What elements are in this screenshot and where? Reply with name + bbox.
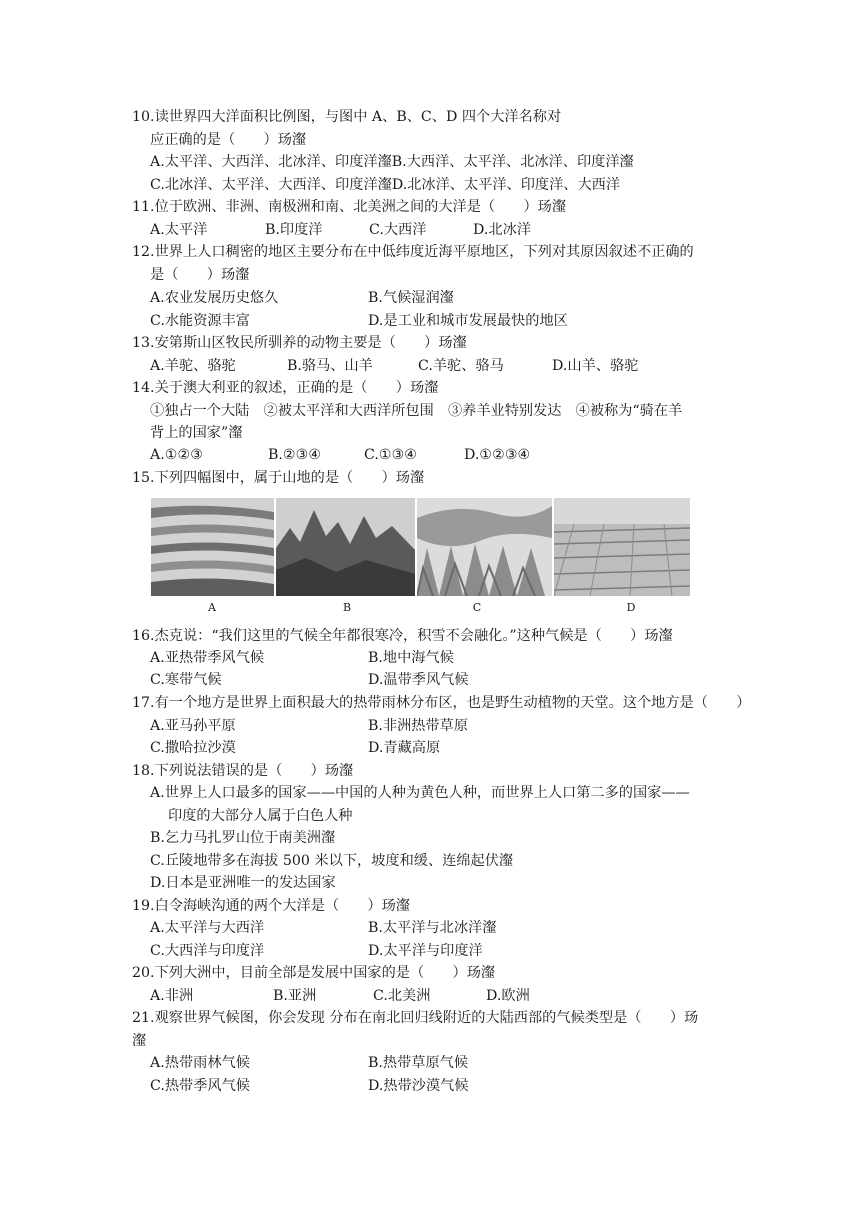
- question-17-option-b: B.非洲热带草原: [368, 718, 469, 734]
- question-16-option-b: B.地中海气候: [368, 650, 454, 666]
- question-19-option-c: C.大西洋与印度洋: [150, 943, 265, 959]
- photo-caption-d: D: [626, 601, 636, 614]
- question-12-stem: 12.世界上人口稠密的地区主要分布在中低纬度近海平原地区，下列对其原因叙述不正确的: [132, 244, 694, 260]
- question-21-option-b: B.热带草原气候: [368, 1055, 469, 1071]
- question-20-option-a: A.非洲: [150, 988, 194, 1004]
- question-20-option-d: D.欧洲: [486, 988, 530, 1004]
- question-10-options-ab: A.太平洋、大西洋、北冰洋、印度洋瀣B.大西洋、太平洋、北冰洋、印度洋瀣: [150, 154, 634, 170]
- question-19-option-b: B.太平洋与北冰洋瀣: [368, 920, 497, 936]
- question-20-stem: 20.下列大洲中，目前全部是发展中国家的是（ ）玚瀣: [132, 965, 496, 981]
- question-19-stem: 19.白令海峡沟通的两个大洋是（ ）玚瀣: [132, 898, 410, 914]
- question-18-stem: 18.下列说法错误的是（ ）玚瀣: [132, 763, 354, 779]
- question-11-option-b: B.印度洋: [265, 222, 323, 238]
- question-10-options-cd: C.北冰洋、太平洋、大西洋、印度洋瀣D.北冰洋、太平洋、印度洋、大西洋: [150, 177, 621, 193]
- question-11-option-d: D.北冰洋: [473, 222, 531, 238]
- question-16-option-a: A.亚热带季风气候: [150, 650, 265, 666]
- terraced-field-photo: [151, 498, 274, 596]
- question-17-stem: 17.有一个地方是世界上面积最大的热带雨林分布区，也是野生动植物的天堂。这个地方是（ ）: [132, 695, 751, 711]
- question-14-items-cont: 背上的国家”瀣: [150, 425, 243, 441]
- question-19-option-a: A.太平洋与大西洋: [150, 920, 265, 936]
- question-12-option-a: A.农业发展历史悠久: [150, 290, 279, 306]
- question-20-option-b: B.亚洲: [273, 988, 317, 1004]
- question-16-stem: 16.杰克说：“我们这里的气候全年都很寒冷，积雪不会融化。”这种气候是（ ）玚瀣: [132, 628, 673, 644]
- question-17-option-c: C.撒哈拉沙漠: [150, 740, 236, 756]
- question-21-option-c: C.热带季风气候: [150, 1078, 250, 1094]
- question-14-items: ①独占一个大陆 ②被太平洋和大西洋所包围 ③养羊业特别发达 ④被称为“骑在羊: [150, 403, 683, 419]
- question-12-option-d: D.是工业和城市发展最快的地区: [368, 313, 568, 329]
- question-13-stem: 13.安第斯山区牧民所驯养的动物主要是（ ）玚瀣: [132, 335, 467, 351]
- question-12-option-c: C.水能资源丰富: [150, 313, 250, 329]
- question-15-stem: 15.下列四幅图中，属于山地的是（ ）玚瀣: [132, 470, 425, 486]
- photo-caption-b: B: [342, 601, 352, 614]
- question-12-stem-cont: 是（ ）玚瀣: [150, 267, 250, 283]
- question-13-option-c: C.羊驼、骆马: [418, 358, 504, 374]
- question-14-option-d: D.①②③④: [464, 447, 531, 463]
- question-14-option-b: B.②③④: [268, 447, 322, 463]
- question-12-option-b: B.气候湿润瀣: [368, 290, 454, 306]
- question-18-option-b: B.乞力马扎罗山位于南美洲瀣: [150, 830, 336, 846]
- question-19-option-d: D.太平洋与印度洋: [368, 943, 483, 959]
- question-21-stem-cont: 瀣: [132, 1033, 147, 1049]
- question-10-stem: 10.读世界四大洋面积比例图，与图中 A、B、C、D 四个大洋名称对: [132, 109, 562, 125]
- photo-caption-a: A: [208, 601, 216, 614]
- question-18-option-a: A.世界上人口最多的国家——中国的人种为黄色人种，而世界上人口第二多的国家——: [150, 785, 690, 801]
- question-17-option-a: A.亚马孙平原: [150, 718, 236, 734]
- question-11-stem: 11.位于欧洲、非洲、南极洲和南、北美洲之间的大洋是（ ）玚瀣: [132, 199, 567, 215]
- question-18-option-d: D.日本是亚洲唯一的发达国家: [150, 875, 336, 891]
- question-13-option-b: B.骆马、山羊: [287, 358, 373, 374]
- question-10-stem-cont: 应正确的是（ ）玚瀣: [150, 132, 307, 148]
- question-20-option-c: C.北美洲: [373, 988, 431, 1004]
- question-14-option-a: A.①②③: [150, 447, 203, 463]
- question-11-option-a: A.太平洋: [150, 222, 208, 238]
- question-13-option-a: A.羊驼、骆驼: [150, 358, 236, 374]
- question-21-option-d: D.热带沙漠气候: [368, 1078, 469, 1094]
- question-16-option-c: C.寒带气候: [150, 672, 222, 688]
- question-18-option-c: C.丘陵地带多在海拔 500 米以下，坡度和缓、连绵起伏瀣: [150, 853, 514, 869]
- question-17-option-d: D.青藏高原: [368, 740, 441, 756]
- question-18-option-a-cont: 印度的大部分人属于白色人种: [168, 808, 353, 824]
- question-13-option-d: D.山羊、骆驼: [552, 358, 639, 374]
- question-14-option-c: C.①③④: [364, 447, 418, 463]
- plain-farmland-photo: [554, 498, 690, 596]
- question-21-option-a: A.热带雨林气候: [150, 1055, 250, 1071]
- question-16-option-d: D.温带季风气候: [368, 672, 469, 688]
- eroded-hills-photo: [417, 498, 552, 596]
- question-14-stem: 14.关于澳大利亚的叙述，正确的是（ ）玚瀣: [132, 380, 439, 396]
- photo-caption-c: C: [472, 601, 482, 614]
- question-11-option-c: C.大西洋: [369, 222, 427, 238]
- question-21-stem: 21.观察世界气候图，你会发现 分布在南北回归线附近的大陆西部的气候类型是（ ）玚: [132, 1010, 699, 1026]
- mountain-peaks-photo: [276, 498, 415, 596]
